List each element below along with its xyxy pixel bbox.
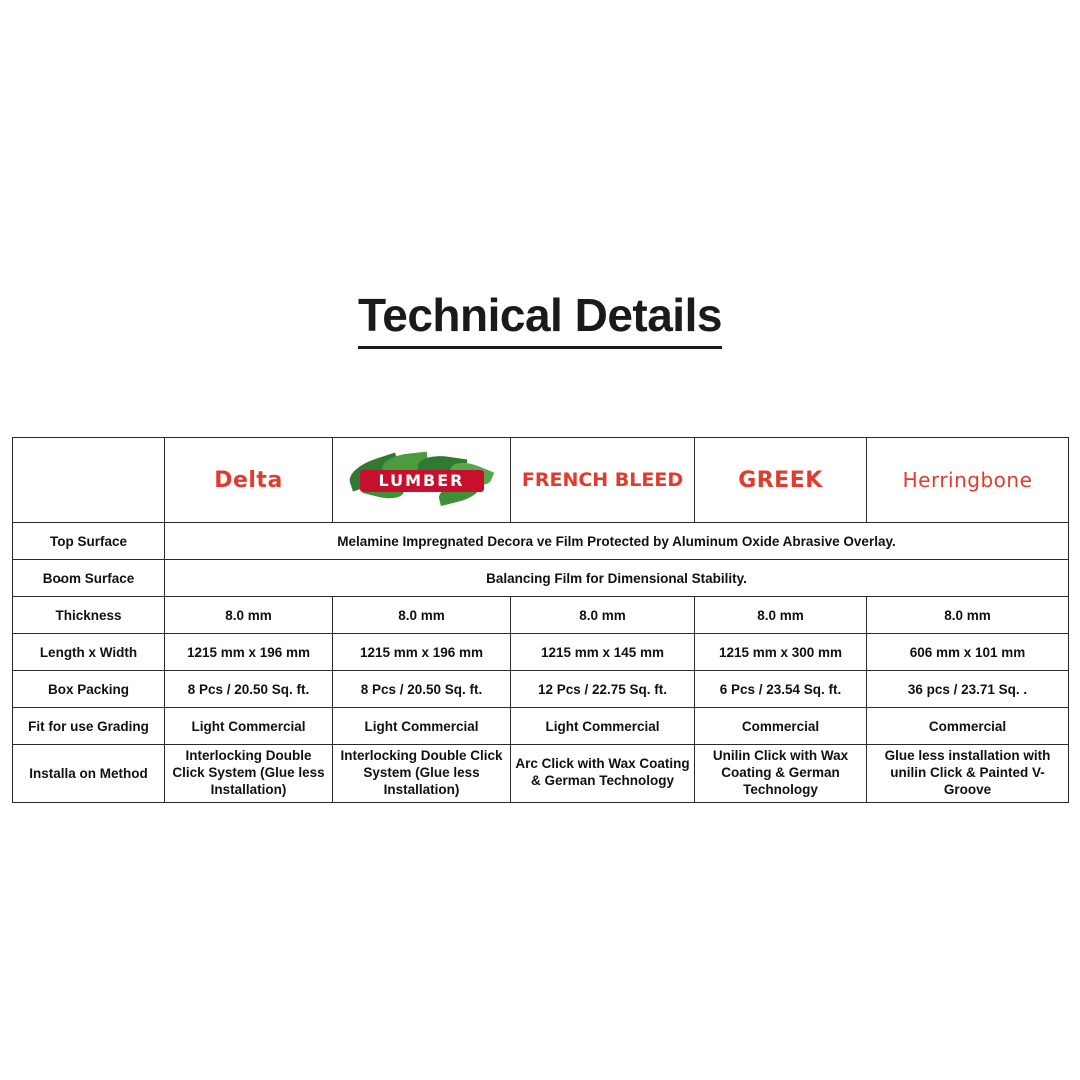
table-row: [13, 560, 1069, 597]
technical-details-table: [12, 437, 1069, 803]
row-value-top-surface: Melamine Impregnated Decora ve Film Protected by Aluminum Oxide Abrasive Overlay.: [165, 523, 1069, 560]
logo-wordmark: LUMBER: [378, 471, 465, 490]
cell-length-width-herringbone: 606 mm x 101 mm: [867, 634, 1069, 671]
cell-thickness-french-bleed: 8.0 mm: [511, 597, 695, 634]
page-title-text: Technical Details: [358, 288, 722, 349]
cell-box-packing-delta: 8 Pcs / 20.50 Sq. ft.: [165, 671, 333, 708]
table-header-row: [13, 438, 1069, 523]
cell-grading-delta: Light Commercial: [165, 708, 333, 745]
technical-details-table-wrapper: [12, 437, 1068, 803]
row-label-length-width: Length x Width: [13, 634, 165, 671]
cell-installation-herringbone: Glue less installation with unilin Click & Painted V- Groove: [867, 745, 1069, 803]
row-label-box-packing: Box Packing: [13, 671, 165, 708]
row-value-bottom-surface: Balancing Film for Dimensional Stability.: [165, 560, 1069, 597]
cell-box-packing-french-bleed: 12 Pcs / 22.75 Sq. ft.: [511, 671, 695, 708]
table-row: [13, 523, 1069, 560]
cell-grading-greek: Commercial: [695, 708, 867, 745]
cell-installation-french-bleed: Arc Click with Wax Coating & German Technology: [511, 745, 695, 803]
brand-label-french-bleed: FRENCH BLEED: [521, 469, 684, 491]
cell-thickness-herringbone: 8.0 mm: [867, 597, 1069, 634]
table-row: [13, 708, 1069, 745]
row-label-top-surface: Top Surface: [13, 523, 165, 560]
cell-box-packing-greek: 6 Pcs / 23.54 Sq. ft.: [695, 671, 867, 708]
header-cell-greek: [695, 438, 867, 523]
brand-label-delta: Delta: [214, 467, 283, 493]
cell-box-packing-lumber: 8 Pcs / 20.50 Sq. ft.: [333, 671, 511, 708]
cell-length-width-delta: 1215 mm x 196 mm: [165, 634, 333, 671]
row-label-installation-method: Installa on Method: [13, 745, 165, 803]
cell-thickness-delta: 8.0 mm: [165, 597, 333, 634]
cell-thickness-greek: 8.0 mm: [695, 597, 867, 634]
cell-grading-french-bleed: Light Commercial: [511, 708, 695, 745]
table-row: [13, 671, 1069, 708]
cell-length-width-greek: 1215 mm x 300 mm: [695, 634, 867, 671]
row-label-bottom-surface: Bo̵om Surface: [13, 560, 165, 597]
header-cell-lumber: [333, 438, 511, 523]
cell-grading-herringbone: Commercial: [867, 708, 1069, 745]
table-row: [13, 597, 1069, 634]
table-row: [13, 745, 1069, 803]
cell-installation-greek: Unilin Click with Wax Coating & German Technology: [695, 745, 867, 803]
cell-length-width-french-bleed: 1215 mm x 145 mm: [511, 634, 695, 671]
cell-grading-lumber: Light Commercial: [333, 708, 511, 745]
cell-length-width-lumber: 1215 mm x 196 mm: [333, 634, 511, 671]
header-cell-delta: [165, 438, 333, 523]
page-title: [0, 288, 1080, 349]
header-corner-cell: [13, 438, 165, 523]
cell-box-packing-herringbone: 36 pcs / 23.71 Sq. .: [867, 671, 1069, 708]
header-cell-french-bleed: [511, 438, 695, 523]
header-cell-herringbone: [867, 438, 1069, 523]
cell-installation-lumber: Interlocking Double Click System (Glue less Installation): [333, 745, 511, 803]
row-label-fit-for-use-grading: Fit for use Grading: [13, 708, 165, 745]
brand-label-greek: GREEK: [738, 467, 823, 493]
cell-thickness-lumber: 8.0 mm: [333, 597, 511, 634]
row-label-thickness: Thickness: [13, 597, 165, 634]
brand-label-herringbone: Herringbone: [902, 468, 1033, 492]
cell-installation-delta: Interlocking Double Click System (Glue less Installation): [165, 745, 333, 803]
lumber-logo: [346, 452, 498, 508]
table-row: [13, 634, 1069, 671]
